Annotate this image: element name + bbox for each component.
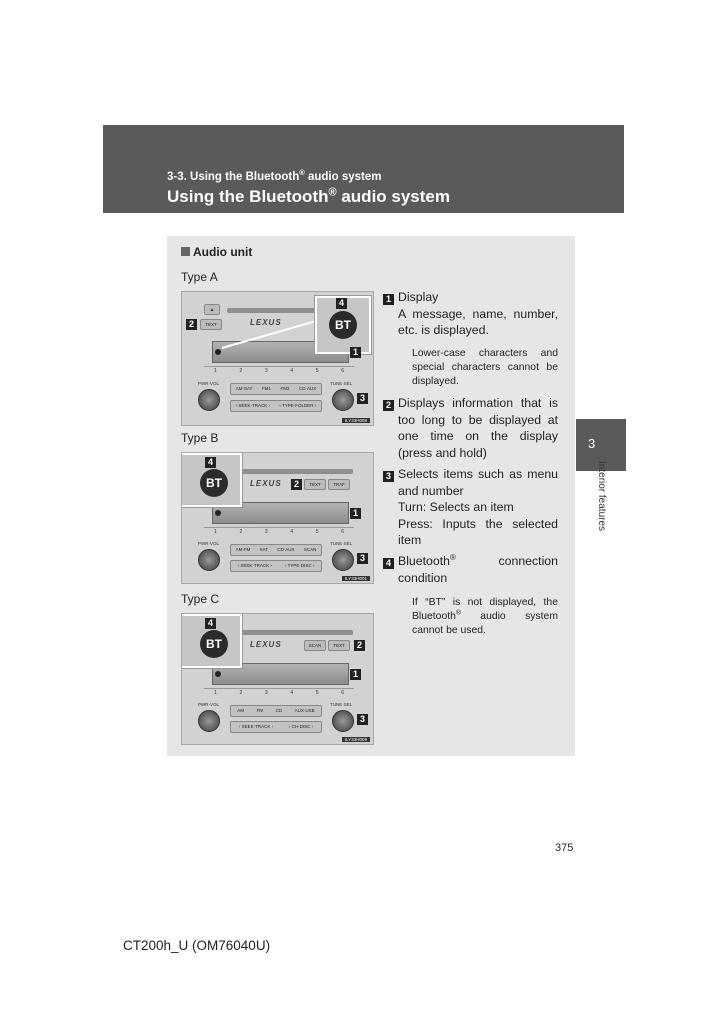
pwr-vol-label: PWR·VOL xyxy=(198,541,220,546)
callout-1: 1 xyxy=(350,669,361,680)
preset-2: 2 xyxy=(239,529,243,535)
brand-logo: LEXUS xyxy=(250,318,282,327)
preset-2: 2 xyxy=(239,690,243,696)
figure-code: ILY33H001 xyxy=(342,576,370,581)
radio-type-a-illustration xyxy=(181,291,374,426)
bt-icon: BT xyxy=(329,311,357,339)
preset-6: 6 xyxy=(341,529,344,535)
tune-sel-label: TUNE·SEL xyxy=(330,702,353,707)
source-buttons: AM·SAT FM1 FM2 CD·AUX xyxy=(230,383,322,395)
eject-icon: ▲ xyxy=(204,304,220,315)
square-bullet-icon xyxy=(181,247,190,256)
seek-buttons: ‹ SEEK·TRACK › ‹ TYPE·FOLDER › xyxy=(230,400,322,412)
callout-4: 4 xyxy=(205,618,216,629)
traf-button: TRAF xyxy=(328,479,350,490)
brand-logo: LEXUS xyxy=(250,479,282,488)
callout-3: 3 xyxy=(357,393,368,404)
tune-sel-label: TUNE·SEL xyxy=(330,541,353,546)
bt-icon: BT xyxy=(200,630,228,658)
tune-sel-knob xyxy=(332,549,354,571)
page-number: 375 xyxy=(555,842,574,854)
section-title: 3-3. Using the Bluetooth® audio system xyxy=(167,168,382,183)
cd-slot xyxy=(227,630,353,635)
tune-sel-knob xyxy=(332,710,354,732)
item-number-2: 2 xyxy=(383,400,394,411)
text-button: TEXT xyxy=(328,640,350,651)
item-3-text: Selects items such as menu and number Turn: Selects an item Press: Inputs the selected item xyxy=(398,467,558,547)
bt-indicator-icon xyxy=(215,510,221,516)
preset-5: 5 xyxy=(315,690,319,696)
source-buttons: AM FM CD AUX·USB xyxy=(230,705,322,717)
radio-type-c-illustration xyxy=(181,613,374,745)
preset-1: 1 xyxy=(214,529,217,535)
text-button: TEXT xyxy=(304,479,326,490)
item-2-text: Displays information that is too long to be displayed at one time on the display (press and hold) xyxy=(398,396,558,460)
chapter-tab-label: Interior features xyxy=(596,461,607,532)
brand-logo: LEXUS xyxy=(250,640,282,649)
preset-4: 4 xyxy=(290,529,294,535)
preset-2: 2 xyxy=(239,368,243,374)
radio-type-b-illustration xyxy=(181,452,374,584)
preset-buttons xyxy=(204,527,354,537)
source-buttons: AM·FM SAT CD·AUX SCAN xyxy=(230,544,322,556)
preset-5: 5 xyxy=(315,529,319,535)
preset-6: 6 xyxy=(341,690,344,696)
pwr-vol-knob xyxy=(198,710,220,732)
footer-code: CT200h_U (OM76040U) xyxy=(123,938,271,953)
preset-1: 1 xyxy=(214,368,217,374)
pwr-vol-knob xyxy=(198,549,220,571)
preset-3: 3 xyxy=(264,368,268,374)
preset-1: 1 xyxy=(214,690,217,696)
section-heading: Audio unit xyxy=(181,245,252,259)
preset-6: 6 xyxy=(341,368,344,374)
seek-buttons: ‹ SEEK·TRACK › ‹ CH·DISC › xyxy=(230,721,322,733)
callout-3: 3 xyxy=(357,553,368,564)
chapter-tab-number: 3 xyxy=(588,436,596,451)
callout-2: 2 xyxy=(186,319,197,330)
text-button: TEXT xyxy=(200,319,222,330)
figure-code: ILY33H008 xyxy=(342,418,370,423)
preset-5: 5 xyxy=(315,368,319,374)
item-number-3: 3 xyxy=(383,471,394,482)
pwr-vol-knob xyxy=(198,389,220,411)
pwr-vol-label: PWR·VOL xyxy=(198,381,220,386)
preset-3: 3 xyxy=(264,690,268,696)
figure-code: ILY33H009 xyxy=(342,737,370,742)
item-number-1: 1 xyxy=(383,294,394,305)
type-a-label: Type A xyxy=(181,270,218,284)
item-1-text: Display A message, name, number, etc. is displayed. xyxy=(398,290,558,337)
preset-buttons xyxy=(204,366,354,376)
callout-2: 2 xyxy=(354,640,365,651)
page-title: Using the Bluetooth® audio system xyxy=(167,186,450,206)
callout-1: 1 xyxy=(350,508,361,519)
preset-4: 4 xyxy=(290,690,294,696)
item-number-4: 4 xyxy=(383,558,394,569)
preset-4: 4 xyxy=(290,368,294,374)
note-lowercase: Lower-case characters and special characters cannot be displayed. xyxy=(412,348,558,387)
callout-4: 4 xyxy=(205,457,216,468)
tune-sel-knob xyxy=(332,389,354,411)
type-c-label: Type C xyxy=(181,592,220,606)
callout-4: 4 xyxy=(336,298,347,309)
callout-3: 3 xyxy=(357,714,368,725)
item-4-text: Bluetooth® connection condition xyxy=(398,552,558,585)
scan-button: SCAN xyxy=(304,640,326,651)
bt-indicator-icon xyxy=(215,671,221,677)
callout-2: 2 xyxy=(291,479,302,490)
bt-indicator-icon xyxy=(215,349,221,355)
bt-icon: BT xyxy=(200,469,228,497)
note-bt: If “BT” is not displayed, the Bluetooth® audio system cannot be used. xyxy=(412,597,558,636)
pwr-vol-label: PWR·VOL xyxy=(198,702,220,707)
tune-sel-label: TUNE·SEL xyxy=(330,381,353,386)
preset-3: 3 xyxy=(264,529,268,535)
callout-1: 1 xyxy=(350,347,361,358)
seek-buttons: ‹ SEEK·TRACK › ‹ TYPE·DISC › xyxy=(230,560,322,572)
type-b-label: Type B xyxy=(181,431,219,445)
preset-buttons xyxy=(204,688,354,698)
cd-slot xyxy=(227,469,353,474)
